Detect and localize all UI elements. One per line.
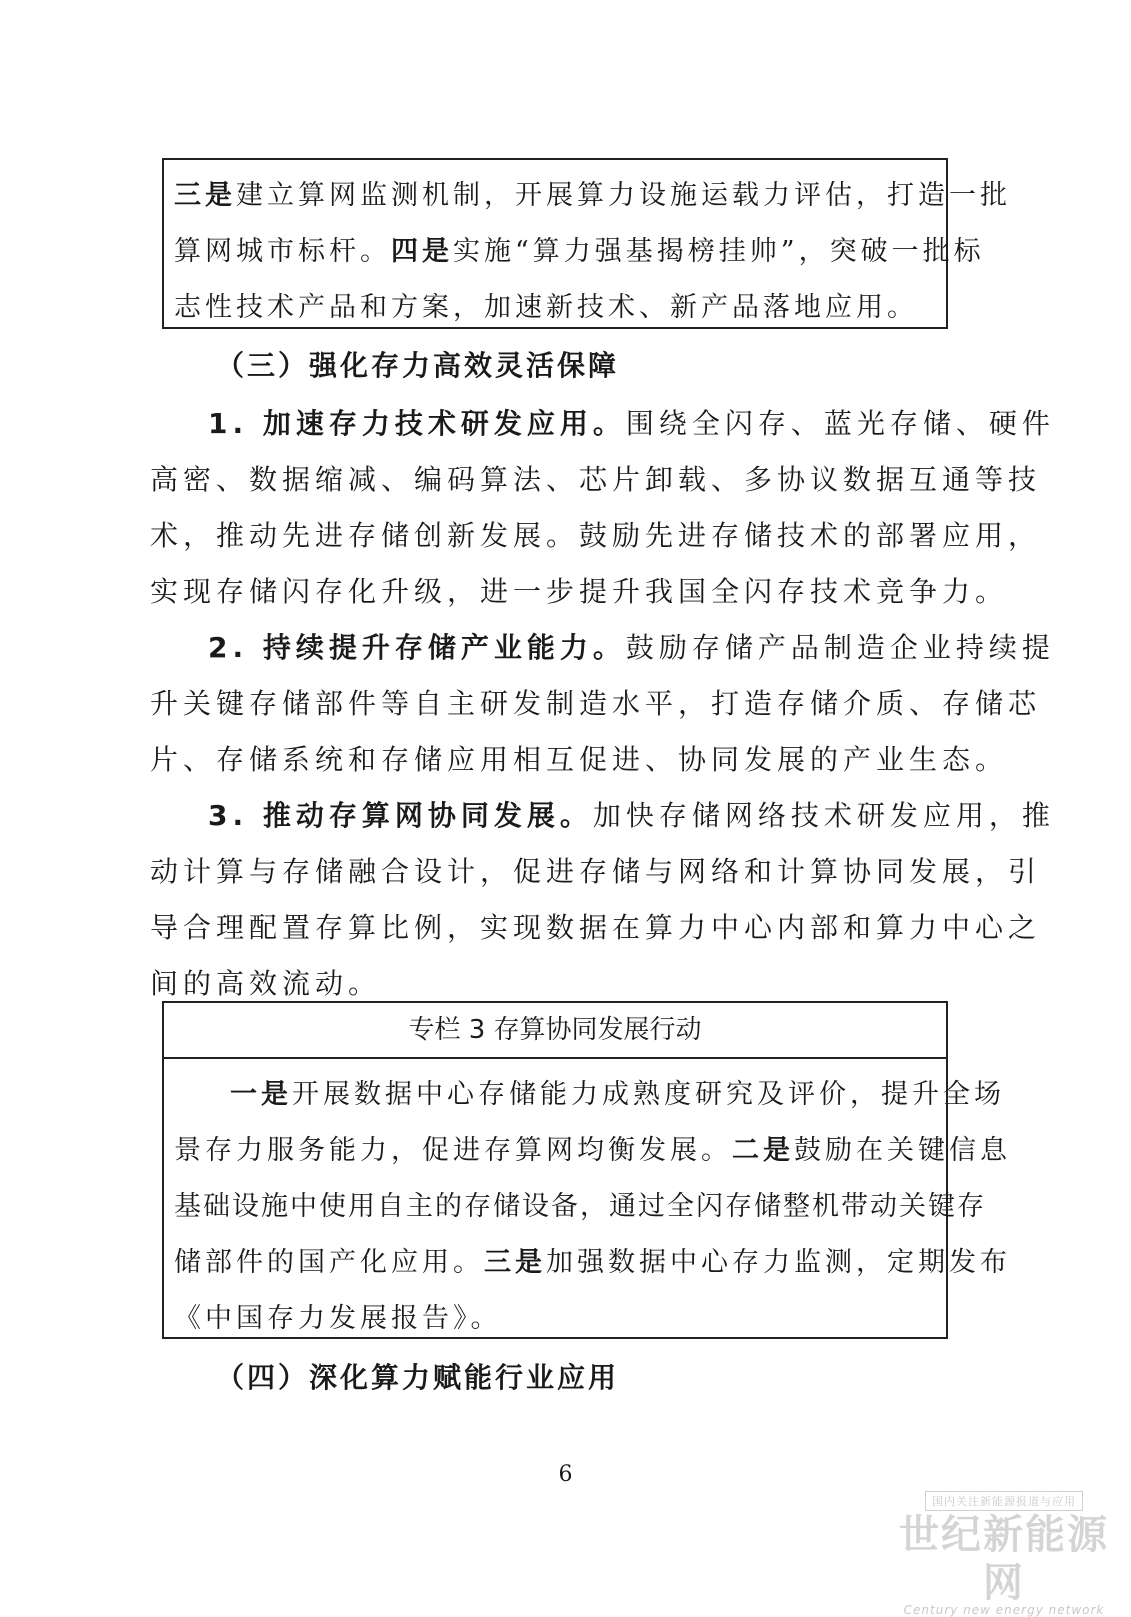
section-heading-4: （四）深化算力赋能行业应用 xyxy=(216,1361,620,1394)
column-box-3 xyxy=(162,1001,1011,1339)
item3-line-3: 导合理配置存算比例，实现数据在算力中心内部和算力中心之 xyxy=(150,911,1042,944)
watermark-subtitle: Century new energy network xyxy=(903,1603,1105,1617)
item1-line-2: 高密、数据缩减、编码算法、芯片卸载、多协议数据互通等技 xyxy=(150,463,1042,496)
item1-line-1: 1. 加速存力技术研发应用。围绕全闪存、蓝光存储、硬件 xyxy=(208,407,1055,440)
page-number: 6 xyxy=(558,1462,573,1487)
watermark-tagline: 国内关注新能源报道与应用 xyxy=(925,1491,1083,1511)
item2-line-2: 升关键存储部件等自主研发制造水平，打造存储介质、存储芯 xyxy=(150,687,1042,720)
box2-line-2: 景存力服务能力，促进存算网均衡发展。二是鼓励在关键信息 xyxy=(174,1135,1011,1166)
item2-line-1: 2. 持续提升存储产业能力。鼓励存储产品制造企业持续提 xyxy=(208,631,1055,664)
column-box-body xyxy=(164,1059,1011,1347)
item3-line-1: 3. 推动存算网协同发展。加快存储网络技术研发应用，推 xyxy=(208,799,1055,832)
box1-line-1: 三是建立算网监测机制，开展算力设施运载力评估，打造一批 xyxy=(174,180,1011,211)
box2-line-1: 一是开展数据中心存储能力成熟度研究及评价，提升全场 xyxy=(230,1079,1005,1110)
item3-line-2: 动计算与存储融合设计，促进存储与网络和计算协同发展，引 xyxy=(150,855,1042,888)
box1-line-2: 算网城市标杆。四是实施“算力强基揭榜挂帅”，突破一批标 xyxy=(174,236,985,267)
item3-line-4: 间的高效流动。 xyxy=(150,967,382,1000)
item1-line-4: 实现存储闪存化升级，进一步提升我国全闪存技术竞争力。 xyxy=(150,575,1009,608)
column-box-title: 专栏 3 存算协同发展行动 xyxy=(164,1003,946,1059)
column-box-continued xyxy=(162,158,1011,329)
box2-line-5: 《中国存力发展报告》。 xyxy=(174,1303,502,1334)
box1-line-3: 志性技术产品和方案，加速新技术、新产品落地应用。 xyxy=(174,292,918,323)
section-heading-3: （三）强化存力高效灵活保障 xyxy=(216,349,620,382)
box2-line-3: 基础设施中使用自主的存储设备，通过全闪存储整机带动关键存 xyxy=(174,1191,986,1222)
item2-line-3: 片、存储系统和存储应用相互促进、协同发展的产业生态。 xyxy=(150,743,1009,776)
item1-line-3: 术，推动先进存储创新发展。鼓励先进存储技术的部署应用， xyxy=(150,519,1042,552)
watermark-logo xyxy=(899,1490,1109,1617)
watermark-title: 世纪新能源网 xyxy=(899,1512,1109,1606)
box2-line-4: 储部件的国产化应用。三是加强数据中心存力监测，定期发布 xyxy=(174,1247,1011,1278)
